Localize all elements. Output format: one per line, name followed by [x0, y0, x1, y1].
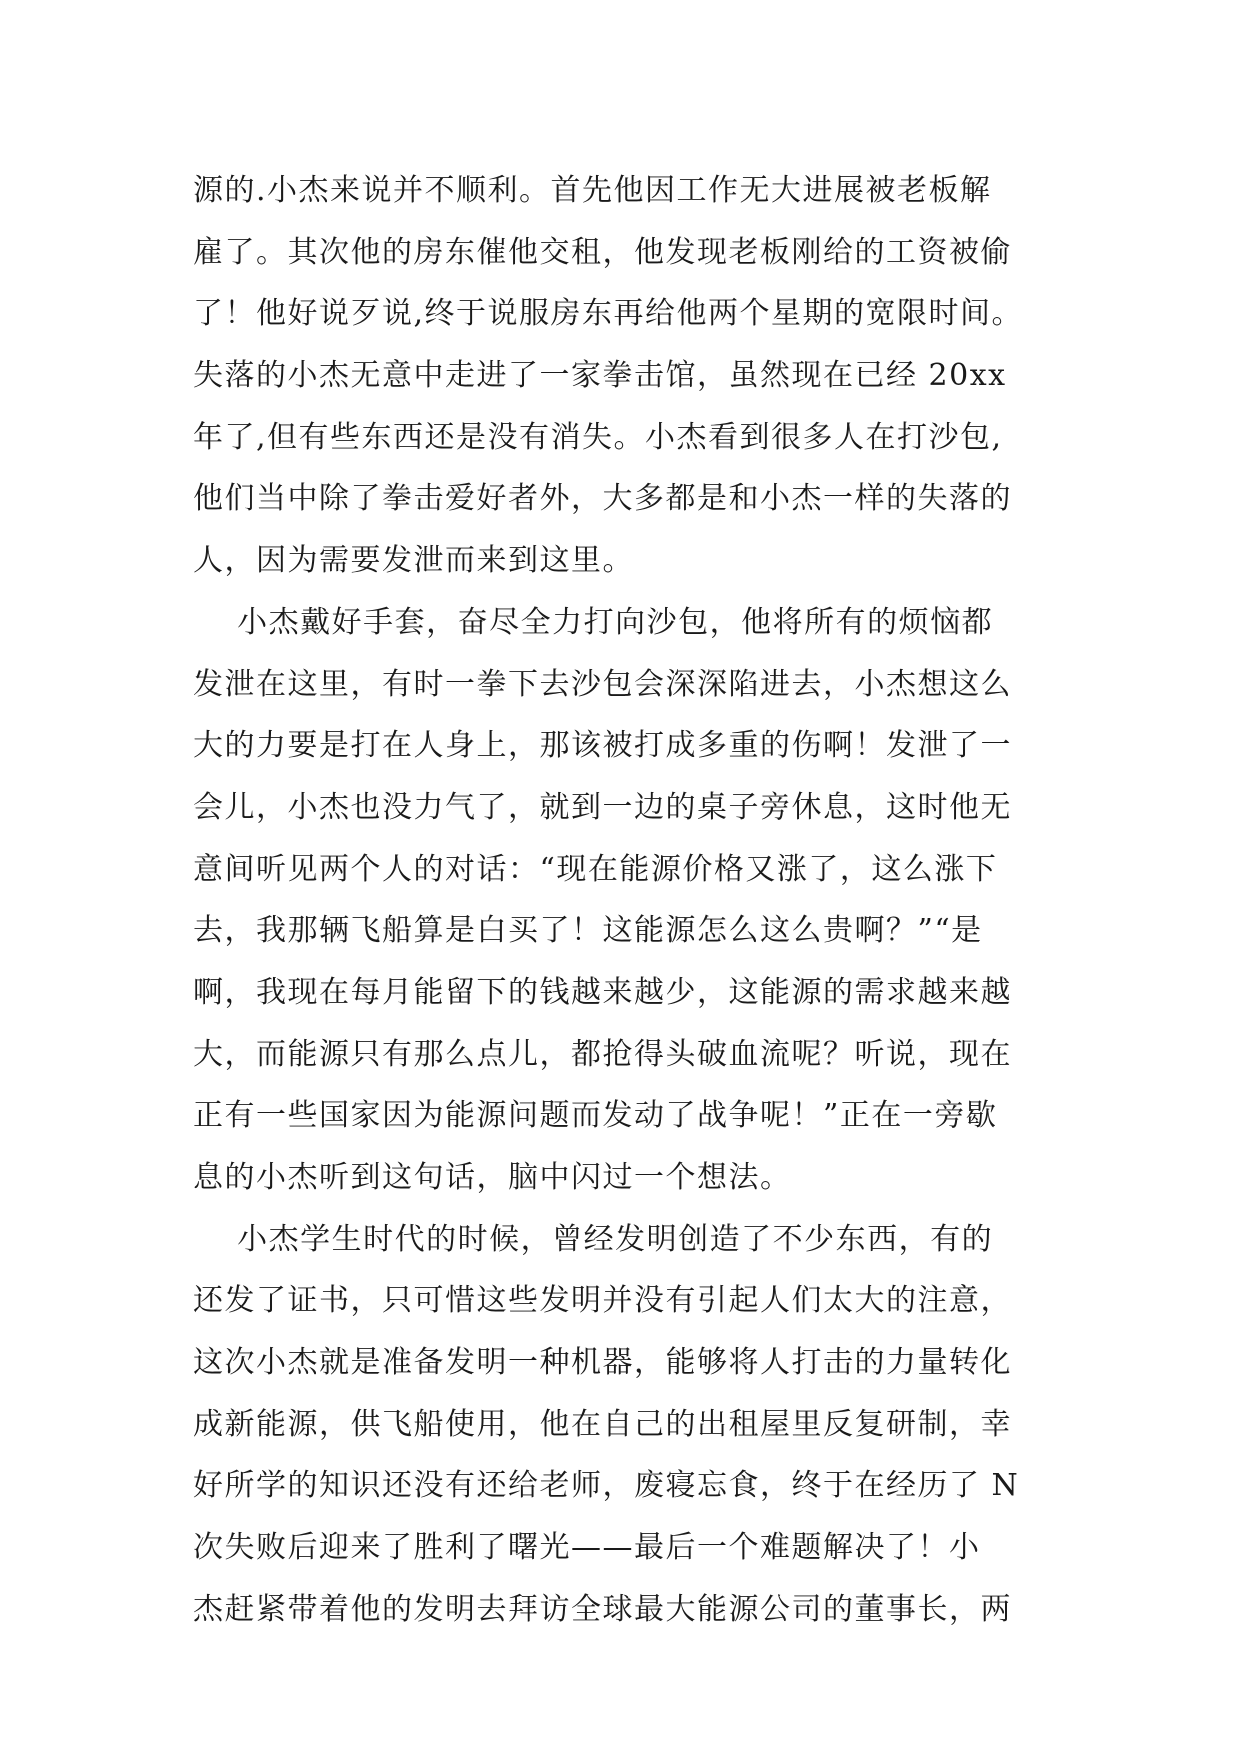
- text-line: 成新能源，供飞船使用，他在自己的出租屋里反复研制，幸: [193, 1406, 1012, 1442]
- text-line: 人，因为需要发泄而来到这里。: [193, 543, 634, 579]
- text-line: 他们当中除了拳击爱好者外，大多都是和小杰一样的失落的: [193, 481, 1012, 517]
- text-line: 源的.小杰来说并不顺利。首先他因工作无大进展被老板解: [193, 173, 992, 208]
- text-line: 了！他好说歹说,终于说服房东再给他两个星期的宽限时间。: [193, 296, 1024, 332]
- body-text: [193, 160, 1053, 1641]
- text-line: 正有一些国家因为能源问题而发动了战争呢！”正在一旁歇: [193, 1098, 998, 1134]
- paragraph-start-line: 小杰学生时代的时候，曾经发明创造了不少东西，有的: [193, 1221, 994, 1257]
- text-line: 意间听见两个人的对话：“现在能源价格又涨了，这么涨下: [193, 851, 998, 887]
- text-line: 会儿，小杰也没力气了，就到一边的桌子旁休息，这时他无: [193, 789, 1012, 825]
- text-line: 次失败后迎来了胜利了曙光——最后一个难题解决了！小: [193, 1530, 981, 1566]
- text-line: 还发了证书，只可惜这些发明并没有引起人们太大的注意，: [193, 1283, 1012, 1319]
- text-line: 息的小杰听到这句话，脑中闪过一个想法。: [193, 1160, 792, 1195]
- text-line: 发泄在这里，有时一拳下去沙包会深深陷进去，小杰想这么: [193, 666, 1012, 702]
- text-line: 好所学的知识还没有还给老师，废寝忘食，终于在经历了 N: [193, 1468, 1020, 1504]
- text-line: 大的力要是打在人身上，那该被打成多重的伤啊！发泄了一: [193, 728, 1012, 764]
- text-line: 大，而能源只有那么点儿，都抢得头破血流呢？听说，现在: [193, 1036, 1012, 1072]
- text-line: 杰赶紧带着他的发明去拜访全球最大能源公司的董事长，两: [193, 1591, 1012, 1627]
- text-line: 雇了。其次他的房东催他交租，他发现老板刚给的工资被偷: [193, 234, 1012, 270]
- text-line: 这次小杰就是准备发明一种机器，能够将人打击的力量转化: [193, 1345, 1012, 1381]
- text-line: 啊，我现在每月能留下的钱越来越少，这能源的需求越来越: [193, 974, 1012, 1010]
- text-line: 年了,但有些东西还是没有消失。小杰看到很多人在打沙包,: [193, 419, 1003, 455]
- paragraph-start-line: 小杰戴好手套，奋尽全力打向沙包，他将所有的烦恼都: [193, 604, 994, 640]
- text-line: 去，我那辆飞船算是白买了！这能源怎么这么贵啊？”“是: [193, 913, 983, 949]
- text-line: 失落的小杰无意中走进了一家拳击馆，虽然现在已经 20xx: [193, 358, 1007, 394]
